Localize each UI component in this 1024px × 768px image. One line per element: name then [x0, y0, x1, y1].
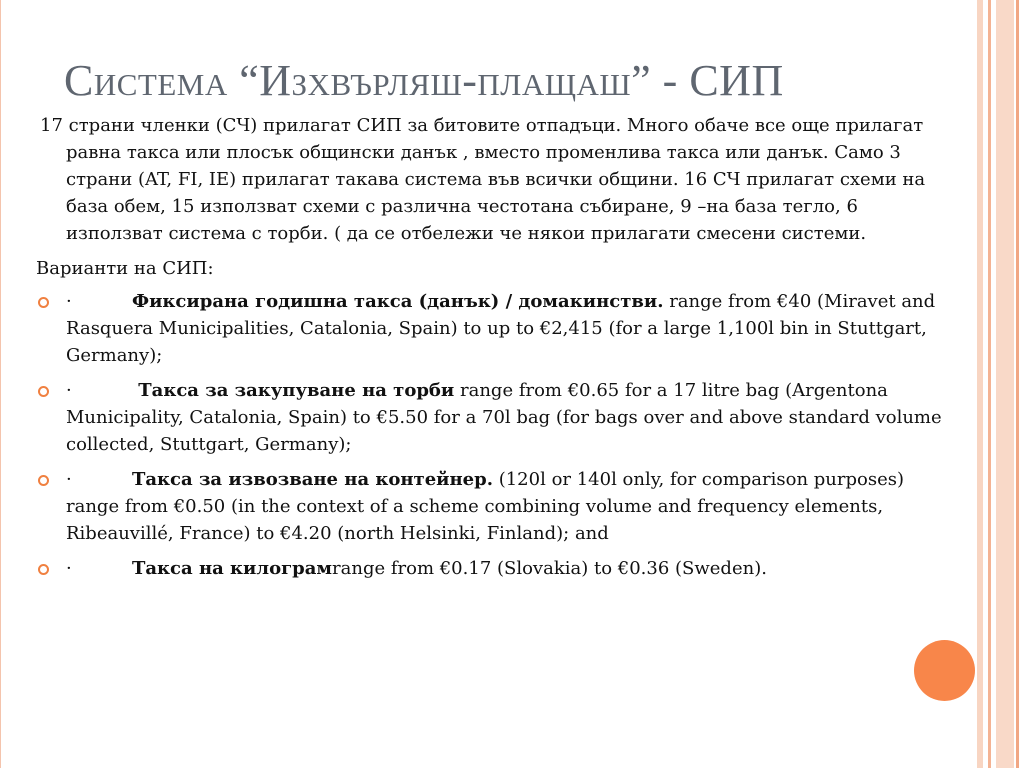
variants-label: Варианти на СИП:	[36, 258, 214, 279]
bullet-text: (120l or 140l only, for comparison purposes) range from €0.50 (in the context of a scheme combining volume and frequency elements, Ribeauvillé, France) to €4.20 (north Helsinki, Finland); and	[66, 469, 905, 544]
bullet-text: range from €40 (Miravet and Rasquera Municipalities, Catalonia, Spain) to up to €2,415 (for a large 1,100l bin in Stuttgart, Germany);	[66, 291, 936, 366]
bullet-heading: Такса на килограм	[132, 558, 333, 579]
bullet-heading: Фиксирана годишна такса (данък) / домакинстви.	[132, 291, 664, 312]
decorative-stripe	[988, 0, 991, 768]
bullet-item	[36, 377, 956, 458]
bullet-heading: Такса за извозване на контейнер.	[132, 469, 493, 490]
decorative-stripe	[1016, 0, 1019, 768]
bullet-item	[36, 288, 956, 369]
bullet-text: range from €0.65 for a 17 litre bag (Argentona Municipality, Catalonia, Spain) to €5.50 for a 70l bag (for bags over and above standard volume collected, Stuttgart, Germany);	[66, 380, 942, 455]
decorative-stripe	[977, 0, 983, 768]
intro-paragraph: 17 страни членки (СЧ) прилагат СИП за битовите отпадъци. Много обаче все още прилагат равна такса или плосък общински данък , вместо променлива такса или данък. Само 3 страни (AT, FI, IE) прилагат такава система във всички общини. 16 СЧ прилагат схеми на база обем, 15 използват схеми с различна честотана събиране, 9 –на база тегло, 6 използват система с торби. ( да се отбележи че някои прилагати смесени системи.	[40, 115, 926, 244]
bullet-dot: ·	[66, 380, 72, 401]
decorative-stripe	[996, 0, 1014, 768]
ring-bullet-icon	[38, 475, 49, 486]
bullet-dot: ·	[66, 291, 72, 312]
slide-title: Система “Изхвърляш-плащаш” - СИП	[64, 56, 784, 105]
bullet-dot: ·	[66, 558, 72, 579]
bullet-text: range from €0.17 (Slovakia) to €0.36 (Sweden).	[332, 558, 767, 579]
bullet-item	[36, 466, 956, 547]
slide-body	[36, 112, 956, 590]
decorative-circle	[914, 640, 975, 701]
ring-bullet-icon	[38, 386, 49, 397]
bullet-dot: ·	[66, 469, 72, 490]
bullet-item	[36, 555, 956, 582]
ring-bullet-icon	[38, 564, 49, 575]
ring-bullet-icon	[38, 297, 49, 308]
bullet-heading: Такса за закупуване на торби	[132, 380, 455, 401]
